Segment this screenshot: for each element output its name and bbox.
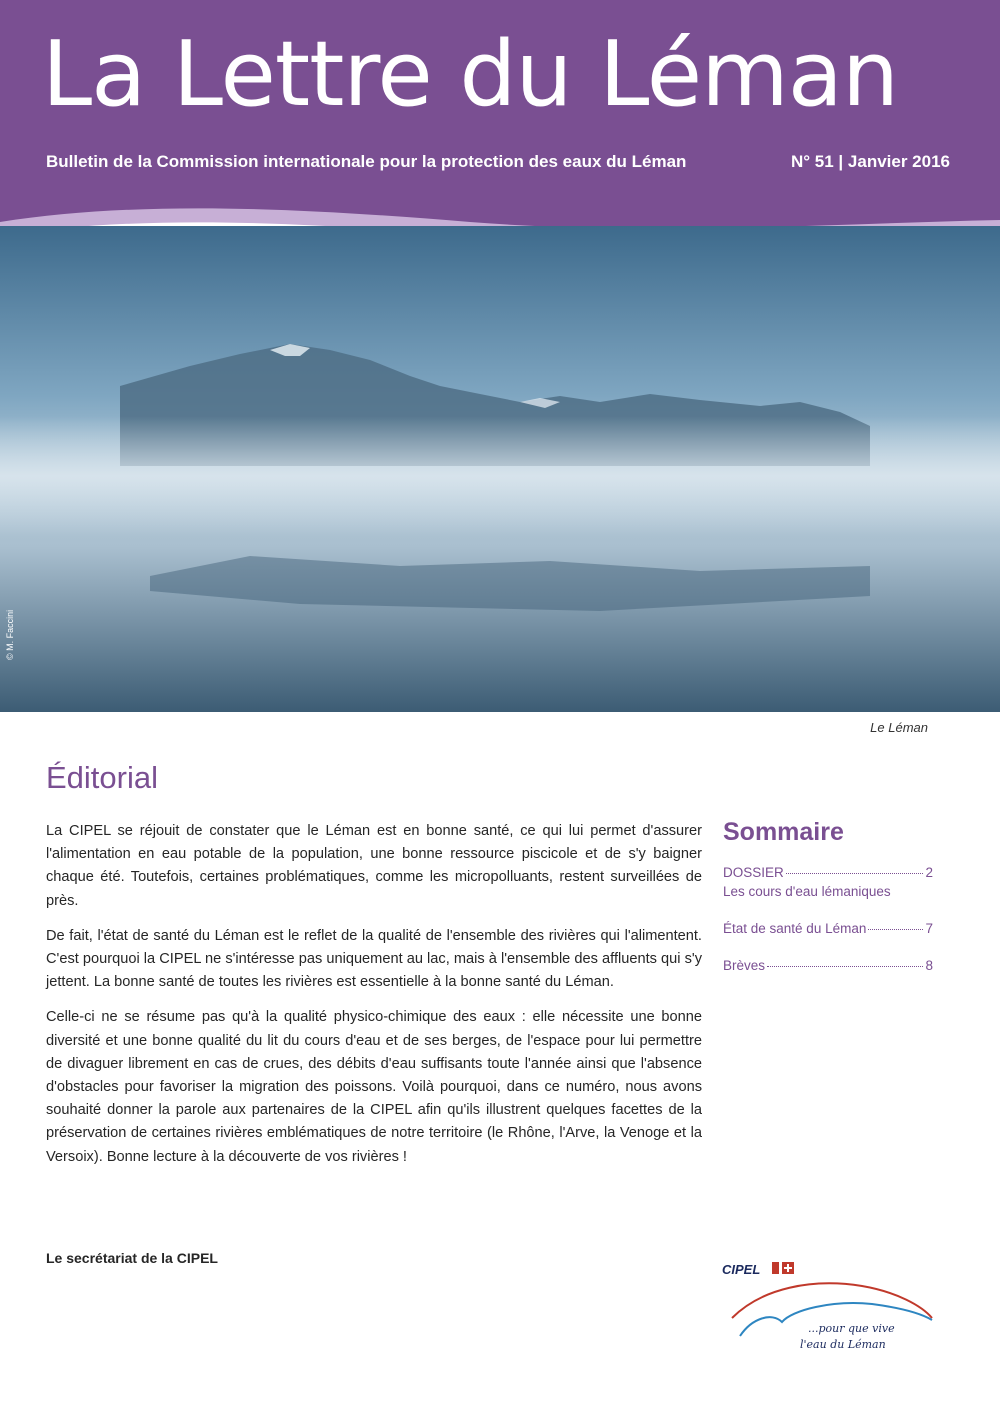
toc-item-page: 7 [925,921,933,936]
toc-dot-leader [868,929,923,930]
logo-wave-icon [722,1258,937,1368]
toc-item[interactable] [723,958,933,973]
toc-entry-etat-de-sante[interactable] [723,921,933,936]
toc-dot-leader [767,966,923,967]
toc-item-subtitle: Les cours d'eau lémaniques [723,884,891,899]
editorial-title: Éditorial [46,760,158,795]
toc-entry-dossier[interactable] [723,865,933,899]
cover-photo-lake [0,226,1000,712]
toc-item[interactable] [723,921,933,936]
issue-number-date: N° 51 | Janvier 2016 [791,152,950,171]
photo-caption: Le Léman [870,720,928,735]
logo-tagline-line1: ...pour que vive [808,1322,895,1335]
toc-item[interactable] [723,865,933,880]
editorial-signature: Le secrétariat de la CIPEL [46,1250,218,1266]
photo-credit: © M. Faccini [5,609,15,660]
lake-landscape-image [0,226,1000,712]
editorial-body [46,820,702,1181]
editorial-paragraph: De fait, l'état de santé du Léman est le reflet de la qualité de l'ensemble des rivières qui l'alimentent. C'est pourquoi la CIPEL ne s'intéresse pas uniquement au lac, mais à l'ensemble des affluents qui s'y jettent. La bonne santé de toutes les rivières est essentielle à la bonne santé du Léman. [46,927,702,991]
logo-tagline-line2: l'eau du Léman [800,1338,886,1351]
publication-subtitle: Bulletin de la Commission internationale pour la protection des eaux du Léman [46,152,687,171]
toc-item-label: DOSSIER [723,865,784,880]
toc-item-label: État de santé du Léman [723,921,867,936]
cipel-logo [722,1258,937,1368]
toc-item-page: 8 [925,958,933,973]
toc-entry-breves[interactable] [723,958,933,973]
table-of-contents [723,818,933,995]
publication-title: La Lettre du Léman [42,22,898,127]
toc-item-page: 2 [925,865,933,880]
logo-name: CIPEL [722,1262,761,1277]
toc-dot-leader [786,873,924,874]
editorial-paragraph: Celle-ci ne se résume pas qu'à la qualité physico-chimique des eaux : elle nécessite une bonne diversité et une bonne qualité du lit du cours d'eau et de ses berges, de l'espace pour lui permettre de divaguer librement en cas de crues, des débits d'eau suffisants toute l'année ainsi que l'absence d'obstacles pour favoriser la migration des poissons. Voilà pourquoi, dans ce numéro, nous avons souhaité donner la parole aux partenaires de la CIPEL afin qu'ils illustrent quelques facettes de la préservation de certaines rivières emblématiques de notre territoire (le Rhône, l'Arve, la Venoge et la Versoix). Bonne lecture à la découverte de vos rivières ! [46,1009,702,1165]
toc-title: Sommaire [723,818,844,846]
toc-item-label: Brèves [723,958,766,973]
editorial-paragraph: La CIPEL se réjouit de constater que le Léman est en bonne santé, ce qui lui permet d'assurer l'alimentation en eau potable de la population, une bonne ressource piscicole et de s'y baigner chaque été. Toutefois, certaines problématiques, comme les micropolluants, restent surveillées de près. [46,823,702,909]
